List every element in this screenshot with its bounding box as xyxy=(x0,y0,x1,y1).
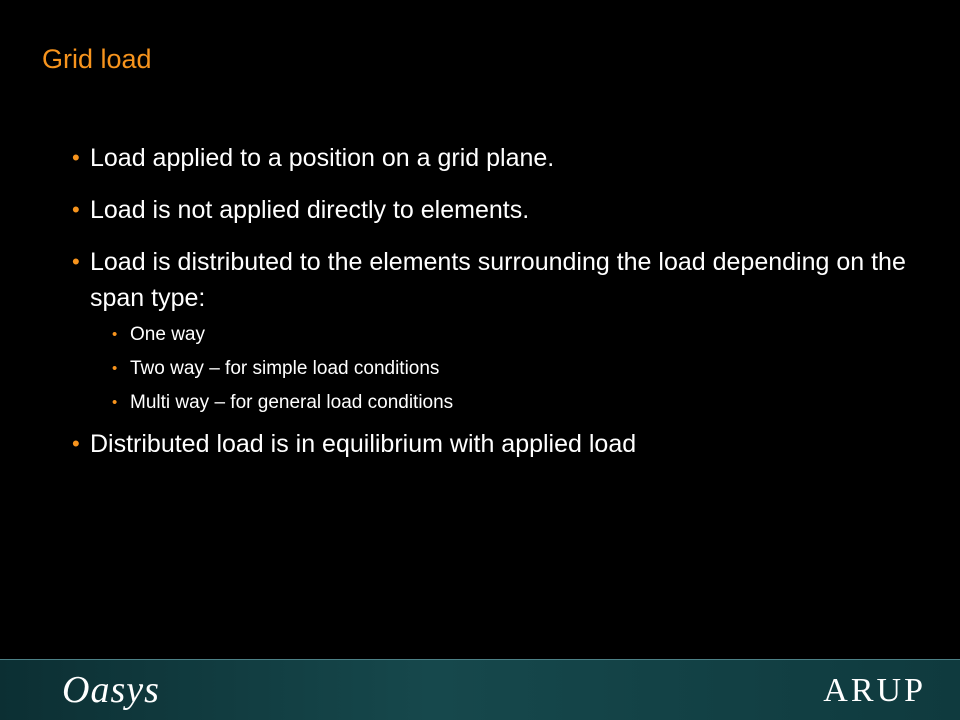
sub-bullet-marker-icon: • xyxy=(112,394,118,411)
bullet-marker-icon: • xyxy=(72,197,80,222)
sub-bullet-item xyxy=(112,322,912,348)
bullet-list xyxy=(72,140,912,478)
bullet-item xyxy=(72,244,912,316)
sub-bullet-text: One way xyxy=(130,324,205,345)
bullet-text: Load is distributed to the elements surrounding the load depending on the span type: xyxy=(90,248,906,312)
oasys-logo: Oasys xyxy=(62,669,160,711)
bullet-marker-icon: • xyxy=(72,249,80,274)
bullet-text: Distributed load is in equilibrium with applied load xyxy=(90,430,637,458)
footer-bar xyxy=(0,659,960,720)
bullet-text: Load is not applied directly to elements. xyxy=(90,196,530,224)
bullet-item xyxy=(72,140,912,176)
sub-bullet-item xyxy=(112,390,912,416)
sub-bullet-item xyxy=(112,356,912,382)
sub-bullet-marker-icon: • xyxy=(112,326,118,343)
bullet-item xyxy=(72,426,912,462)
arup-logo: ARUP xyxy=(823,672,926,709)
bullet-text: Load applied to a position on a grid plane. xyxy=(90,144,555,172)
sub-bullet-text: Multi way – for general load conditions xyxy=(130,392,454,413)
bullet-marker-icon: • xyxy=(72,145,80,170)
sub-bullet-list xyxy=(72,322,912,416)
bullet-marker-icon: • xyxy=(72,431,80,456)
sub-bullet-marker-icon: • xyxy=(112,360,118,377)
sub-bullet-text: Two way – for simple load conditions xyxy=(130,358,440,379)
bullet-item xyxy=(72,192,912,228)
slide-title: Grid load xyxy=(42,44,152,74)
